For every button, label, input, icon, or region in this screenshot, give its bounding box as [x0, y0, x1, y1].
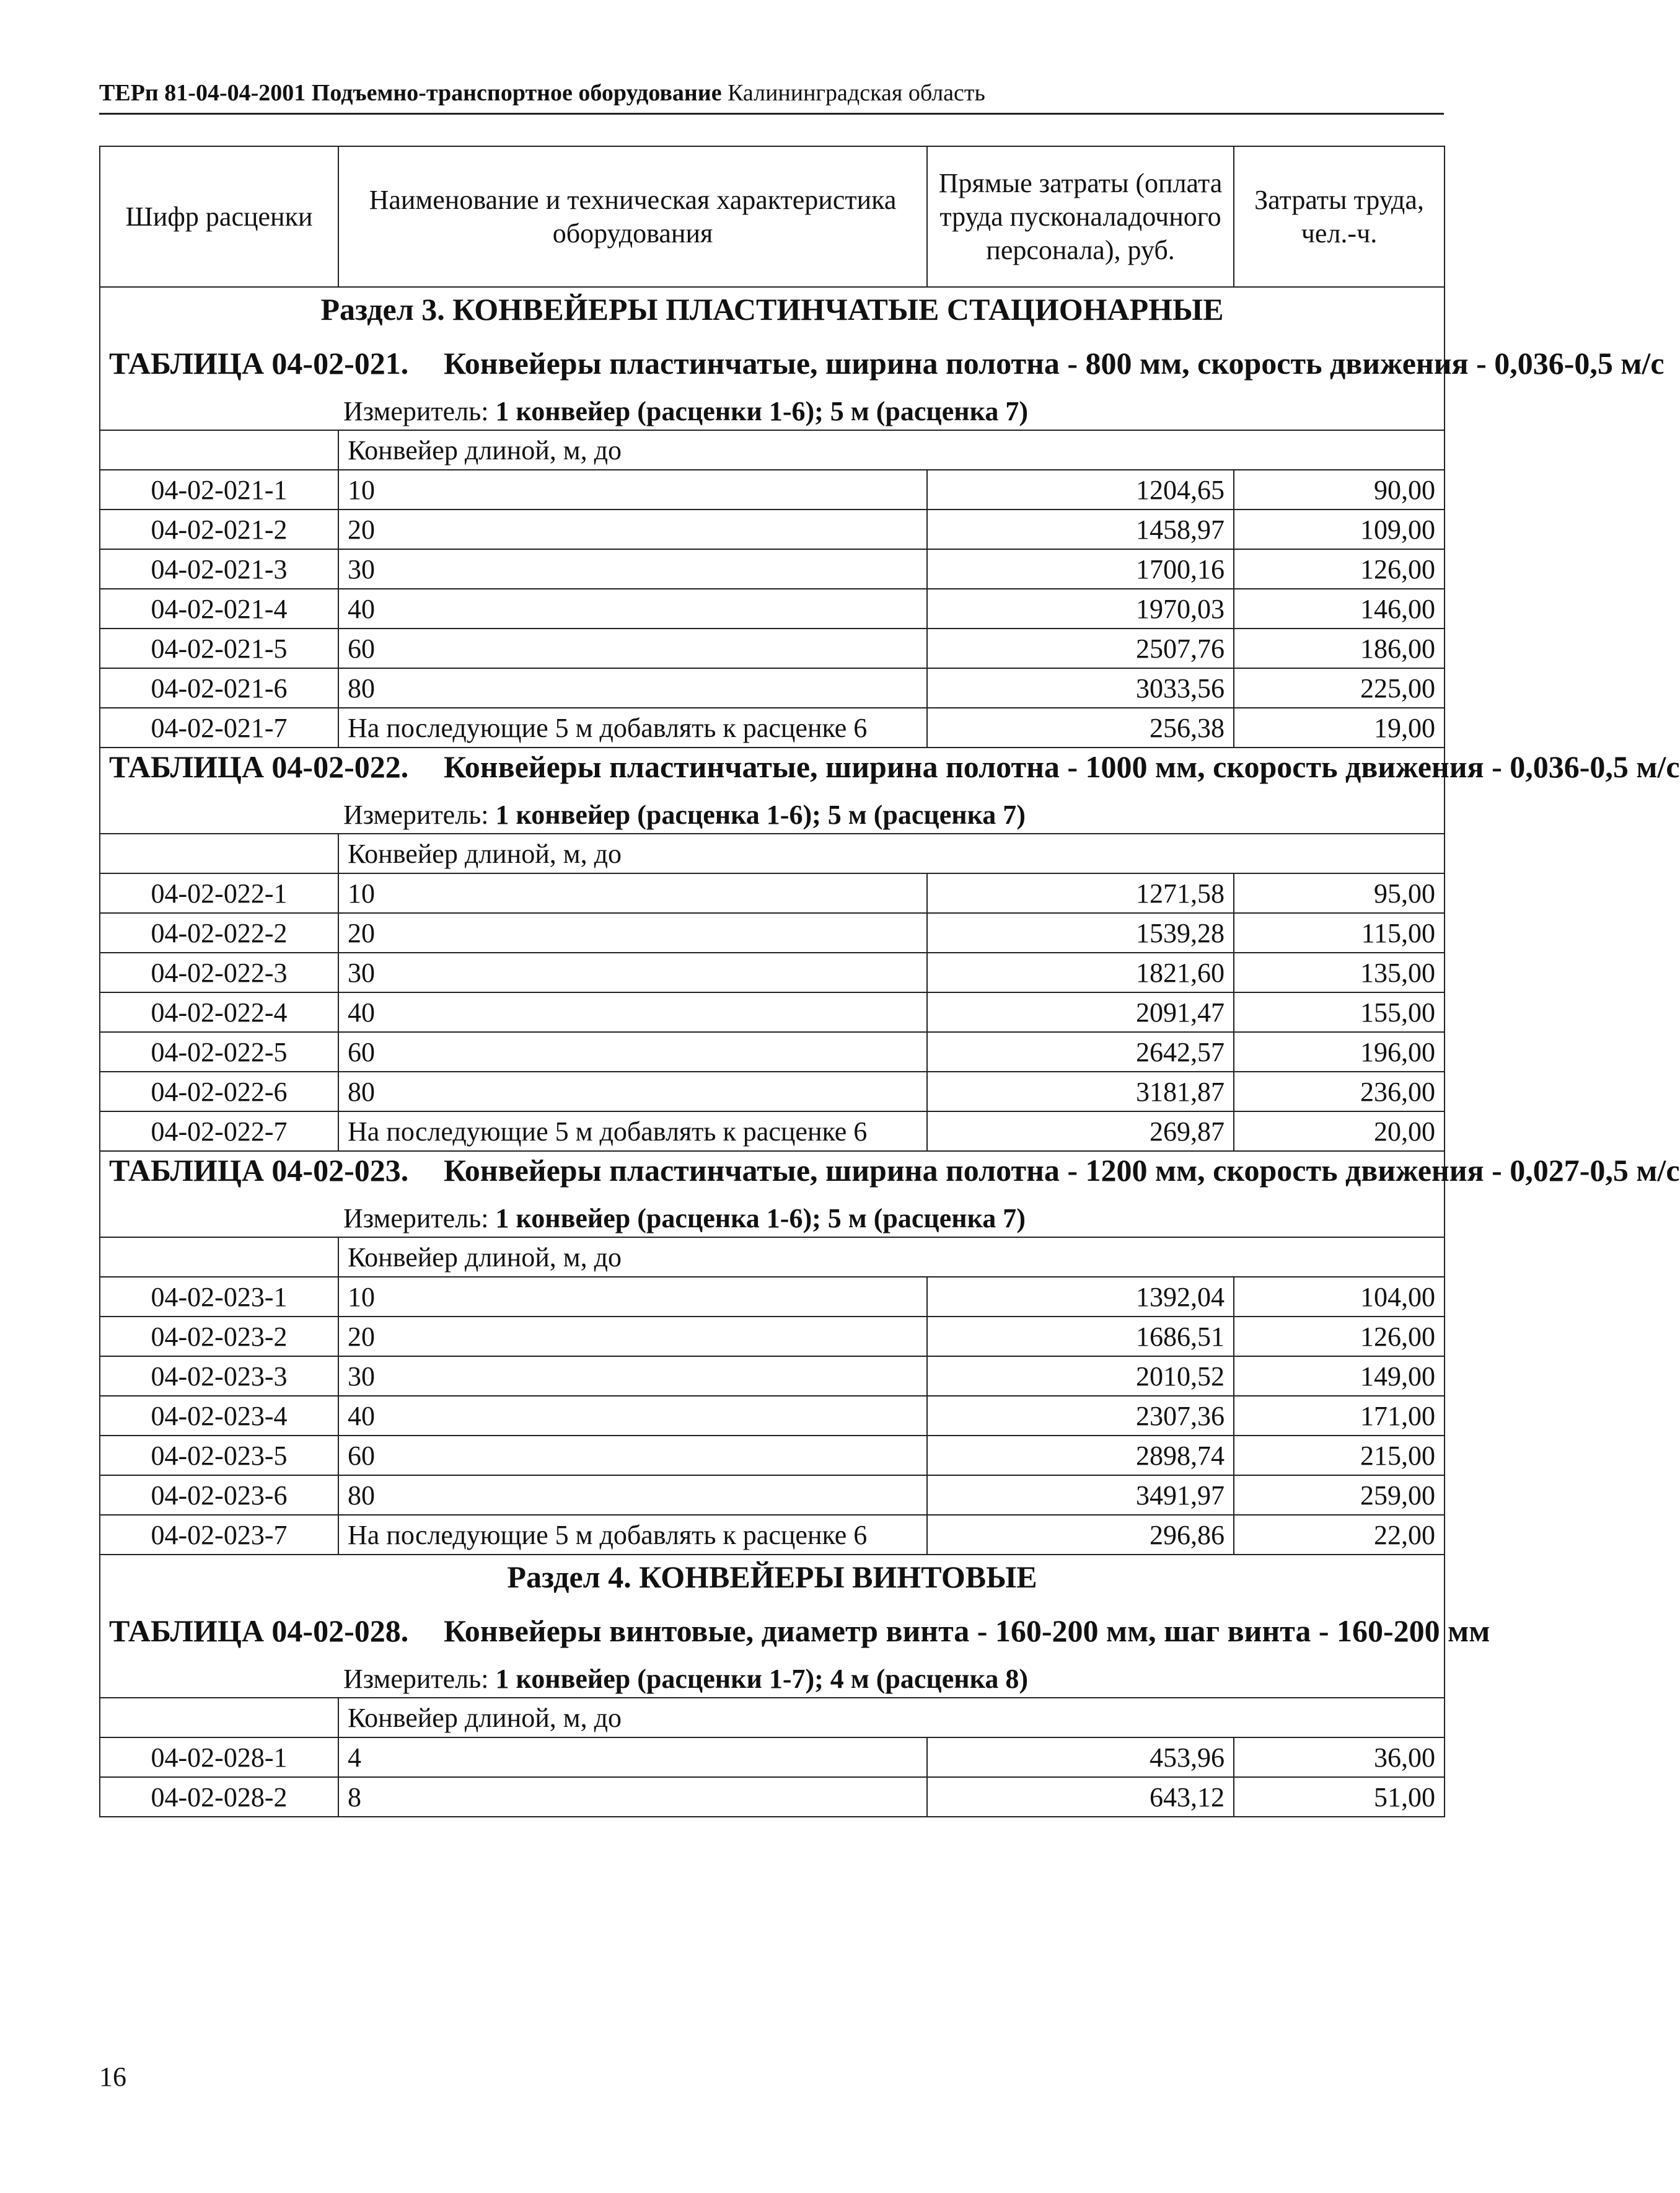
- subheader-cell: Конвейер длиной, м, до: [338, 1698, 1445, 1737]
- rate-name-cell: 20: [338, 1317, 927, 1356]
- rate-code-cell: 04-02-023-4: [100, 1396, 338, 1436]
- table-row: [100, 1317, 1445, 1356]
- rate-code-cell: 04-02-021-3: [100, 549, 338, 589]
- table-number: ТАБЛИЦА 04-02-022.: [109, 749, 409, 784]
- direct-cost-cell: 2507,76: [927, 629, 1234, 668]
- table-row: [100, 1475, 1445, 1515]
- rate-name-cell: 40: [338, 589, 927, 629]
- direct-cost-cell: 1686,51: [927, 1317, 1234, 1356]
- rate-code-cell: 04-02-028-1: [100, 1737, 338, 1777]
- direct-cost-cell: 1392,04: [927, 1277, 1234, 1317]
- rate-name-cell: 80: [338, 1072, 927, 1111]
- table-title: [109, 345, 1665, 382]
- meter-line: [343, 1663, 1435, 1695]
- subheader-empty-cell: [100, 1237, 338, 1277]
- rate-code-cell: 04-02-021-7: [100, 708, 338, 748]
- direct-cost-cell: 1458,97: [927, 510, 1234, 549]
- running-header: [99, 79, 1444, 115]
- running-header-region: Калининградская область: [721, 80, 985, 106]
- table-row: [100, 1515, 1445, 1555]
- labor-cost-cell: 104,00: [1234, 1277, 1445, 1317]
- table-number: ТАБЛИЦА 04-02-021.: [109, 346, 409, 381]
- rate-code-cell: 04-02-023-2: [100, 1317, 338, 1356]
- rate-code-cell: 04-02-023-1: [100, 1277, 338, 1317]
- table-row: [100, 1777, 1445, 1817]
- labor-cost-cell: 236,00: [1234, 1072, 1445, 1111]
- rate-code-cell: 04-02-021-6: [100, 668, 338, 708]
- rate-code-cell: 04-02-028-2: [100, 1777, 338, 1817]
- meter-label: Измеритель:: [343, 1664, 496, 1694]
- direct-cost-cell: 3491,97: [927, 1475, 1234, 1515]
- price-table-body: [100, 146, 1680, 1817]
- column-header-row: [100, 146, 1445, 287]
- table-caption-row: [100, 287, 1445, 430]
- table-row: [100, 1737, 1445, 1777]
- rate-code-cell: 04-02-022-1: [100, 873, 338, 913]
- rate-name-cell: 8: [338, 1777, 927, 1817]
- rate-name-cell: На последующие 5 м добавлять к расценке 6: [338, 1111, 927, 1151]
- table-row: [100, 708, 1445, 748]
- meter-line: [343, 799, 1435, 831]
- rate-name-cell: 30: [338, 1356, 927, 1396]
- rate-name-cell: 20: [338, 510, 927, 549]
- direct-cost-cell: 1271,58: [927, 873, 1234, 913]
- table-row: [100, 953, 1445, 992]
- table-caption-cell: [100, 748, 1680, 834]
- rate-name-cell: 60: [338, 1436, 927, 1475]
- price-table: [99, 146, 1680, 1817]
- table-caption-row: [100, 748, 1445, 834]
- rate-name-cell: На последующие 5 м добавлять к расценке 6: [338, 708, 927, 748]
- labor-cost-cell: 196,00: [1234, 1032, 1445, 1072]
- meter-value: 1 конвейер (расценка 1-6); 5 м (расценка 7): [495, 1203, 1026, 1233]
- rate-code-cell: 04-02-023-7: [100, 1515, 338, 1555]
- subheader-row: [100, 1237, 1445, 1277]
- direct-cost-cell: 453,96: [927, 1737, 1234, 1777]
- table-row: [100, 1111, 1445, 1151]
- table-row: [100, 510, 1445, 549]
- rate-name-cell: 10: [338, 1277, 927, 1317]
- table-row: [100, 1356, 1445, 1396]
- table-caption-cell: [100, 1151, 1680, 1237]
- table-description: Конвейеры пластинчатые, ширина полотна - 1200 мм, скорость движения - 0,027-0,5 м/с: [444, 1153, 1680, 1188]
- table-row: [100, 1072, 1445, 1111]
- direct-cost-cell: 2091,47: [927, 992, 1234, 1032]
- table-caption-cell: [100, 287, 1665, 430]
- table-row: [100, 668, 1445, 708]
- subheader-empty-cell: [100, 834, 338, 873]
- labor-cost-cell: 186,00: [1234, 629, 1445, 668]
- labor-cost-cell: 259,00: [1234, 1475, 1445, 1515]
- table-row: [100, 1396, 1445, 1436]
- labor-cost-cell: 215,00: [1234, 1436, 1445, 1475]
- rate-name-cell: 20: [338, 913, 927, 953]
- rate-name-cell: 10: [338, 873, 927, 913]
- table-row: [100, 913, 1445, 953]
- page-number: 16: [99, 2062, 126, 2092]
- rate-code-cell: 04-02-023-6: [100, 1475, 338, 1515]
- labor-cost-cell: 171,00: [1234, 1396, 1445, 1436]
- direct-cost-cell: 1204,65: [927, 470, 1234, 510]
- meter-label: Измеритель:: [343, 800, 496, 830]
- direct-cost-cell: 2642,57: [927, 1032, 1234, 1072]
- subheader-row: [100, 430, 1445, 470]
- labor-cost-cell: 109,00: [1234, 510, 1445, 549]
- rate-name-cell: 4: [338, 1737, 927, 1777]
- direct-cost-cell: 1700,16: [927, 549, 1234, 589]
- subheader-empty-cell: [100, 1698, 338, 1737]
- table-caption-row: [100, 1555, 1445, 1698]
- table-row: [100, 1277, 1445, 1317]
- direct-cost-cell: 1821,60: [927, 953, 1234, 992]
- column-header-labor: Затраты труда, чел.-ч.: [1234, 146, 1445, 287]
- labor-cost-cell: 155,00: [1234, 992, 1445, 1032]
- rate-code-cell: 04-02-021-1: [100, 470, 338, 510]
- subheader-cell: Конвейер длиной, м, до: [338, 430, 1445, 470]
- labor-cost-cell: 90,00: [1234, 470, 1445, 510]
- rate-name-cell: 40: [338, 992, 927, 1032]
- labor-cost-cell: 22,00: [1234, 1515, 1445, 1555]
- table-row: [100, 1436, 1445, 1475]
- table-title: [109, 748, 1680, 785]
- rate-code-cell: 04-02-022-5: [100, 1032, 338, 1072]
- labor-cost-cell: 149,00: [1234, 1356, 1445, 1396]
- table-caption-row: [100, 1151, 1445, 1237]
- rate-name-cell: 30: [338, 953, 927, 992]
- rate-name-cell: 40: [338, 1396, 927, 1436]
- table-description: Конвейеры пластинчатые, ширина полотна - 1000 мм, скорость движения - 0,036-0,5 м/с: [444, 749, 1680, 784]
- table-number: ТАБЛИЦА 04-02-028.: [109, 1613, 409, 1648]
- labor-cost-cell: 19,00: [1234, 708, 1445, 748]
- table-caption-cell: [100, 1555, 1490, 1698]
- meter-value: 1 конвейер (расценки 1-6); 5 м (расценка 7): [495, 396, 1028, 426]
- direct-cost-cell: 643,12: [927, 1777, 1234, 1817]
- labor-cost-cell: 51,00: [1234, 1777, 1445, 1817]
- rate-code-cell: 04-02-021-5: [100, 629, 338, 668]
- labor-cost-cell: 225,00: [1234, 668, 1445, 708]
- subheader-cell: Конвейер длиной, м, до: [338, 834, 1445, 873]
- table-row: [100, 549, 1445, 589]
- table-row: [100, 873, 1445, 913]
- meter-value: 1 конвейер (расценка 1-6); 5 м (расценка 7): [495, 800, 1026, 830]
- direct-cost-cell: 2898,74: [927, 1436, 1234, 1475]
- rate-name-cell: На последующие 5 м добавлять к расценке 6: [338, 1515, 927, 1555]
- table-row: [100, 992, 1445, 1032]
- table-description: Конвейеры пластинчатые, ширина полотна - 800 мм, скорость движения - 0,036-0,5 м/с: [444, 346, 1665, 381]
- section-title: Раздел 4. КОНВЕЙЕРЫ ВИНТОВЫЕ: [507, 1560, 1037, 1594]
- column-header-code: Шифр расценки: [100, 146, 338, 287]
- column-header-direct-costs: Прямые затраты (оплата труда пусконаладочного персонала), руб.: [927, 146, 1234, 287]
- rate-code-cell: 04-02-022-7: [100, 1111, 338, 1151]
- rate-code-cell: 04-02-023-5: [100, 1436, 338, 1475]
- direct-cost-cell: 1970,03: [927, 589, 1234, 629]
- direct-cost-cell: 269,87: [927, 1111, 1234, 1151]
- rate-name-cell: 80: [338, 668, 927, 708]
- rate-code-cell: 04-02-021-4: [100, 589, 338, 629]
- labor-cost-cell: 126,00: [1234, 1317, 1445, 1356]
- rate-name-cell: 60: [338, 629, 927, 668]
- rate-name-cell: 10: [338, 470, 927, 510]
- rate-code-cell: 04-02-021-2: [100, 510, 338, 549]
- subheader-empty-cell: [100, 430, 338, 470]
- direct-cost-cell: 256,38: [927, 708, 1234, 748]
- table-row: [100, 1032, 1445, 1072]
- labor-cost-cell: 135,00: [1234, 953, 1445, 992]
- direct-cost-cell: 2010,52: [927, 1356, 1234, 1396]
- direct-cost-cell: 1539,28: [927, 913, 1234, 953]
- labor-cost-cell: 95,00: [1234, 873, 1445, 913]
- section-title: Раздел 3. КОНВЕЙЕРЫ ПЛАСТИНЧАТЫЕ СТАЦИОНАРНЫЕ: [320, 292, 1224, 327]
- table-number: ТАБЛИЦА 04-02-023.: [109, 1153, 409, 1188]
- table-title: [109, 1152, 1680, 1189]
- table-row: [100, 589, 1445, 629]
- table-title: [109, 1612, 1490, 1649]
- direct-cost-cell: 3033,56: [927, 668, 1234, 708]
- rate-name-cell: 30: [338, 549, 927, 589]
- rate-name-cell: 80: [338, 1475, 927, 1515]
- rate-code-cell: 04-02-022-2: [100, 913, 338, 953]
- meter-value: 1 конвейер (расценки 1-7); 4 м (расценка 8): [495, 1664, 1028, 1694]
- direct-cost-cell: 3181,87: [927, 1072, 1234, 1111]
- labor-cost-cell: 36,00: [1234, 1737, 1445, 1777]
- running-header-title: ТЕРп 81-04-04-2001 Подъемно-транспортное оборудование: [99, 80, 722, 106]
- rate-name-cell: 60: [338, 1032, 927, 1072]
- direct-cost-cell: 296,86: [927, 1515, 1234, 1555]
- table-row: [100, 470, 1445, 510]
- rate-code-cell: 04-02-023-3: [100, 1356, 338, 1396]
- meter-line: [343, 1202, 1435, 1234]
- direct-cost-cell: 2307,36: [927, 1396, 1234, 1436]
- labor-cost-cell: 126,00: [1234, 549, 1445, 589]
- labor-cost-cell: 115,00: [1234, 913, 1445, 953]
- subheader-row: [100, 1698, 1445, 1737]
- subheader-cell: Конвейер длиной, м, до: [338, 1237, 1445, 1277]
- table-row: [100, 629, 1445, 668]
- labor-cost-cell: 146,00: [1234, 589, 1445, 629]
- column-header-name: Наименование и техническая характеристика оборудования: [338, 146, 927, 287]
- meter-label: Измеритель:: [343, 1203, 496, 1233]
- table-description: Конвейеры винтовые, диаметр винта - 160-200 мм, шаг винта - 160-200 мм: [444, 1613, 1490, 1648]
- meter-line: [343, 395, 1435, 427]
- rate-code-cell: 04-02-022-6: [100, 1072, 338, 1111]
- rate-code-cell: 04-02-022-3: [100, 953, 338, 992]
- rate-code-cell: 04-02-022-4: [100, 992, 338, 1032]
- subheader-row: [100, 834, 1445, 873]
- meter-label: Измеритель:: [343, 396, 496, 426]
- labor-cost-cell: 20,00: [1234, 1111, 1445, 1151]
